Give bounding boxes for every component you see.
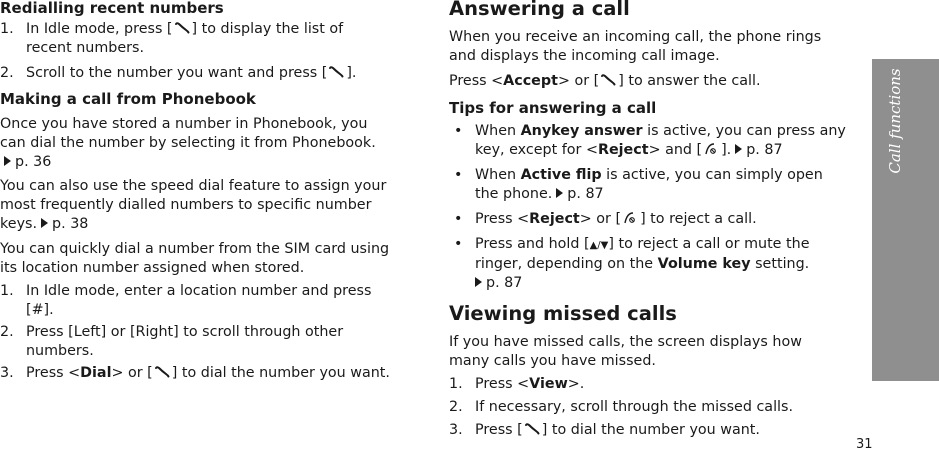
phonebook-paragraph: Once you have stored a number in Phonebook, you can dial the number by selecting it from Phonebook.p. 36 <box>0 116 376 170</box>
end-key-icon <box>621 211 640 225</box>
reference-arrow-icon <box>4 156 11 166</box>
list-item: • When Anykey answer is active, you can press any key, except for <Reject> and [ ]. p. 87 <box>454 123 846 158</box>
speed-dial-paragraph: You can also use the speed dial feature to assign your most frequently dialled numbers to specific number keys. p. 38 <box>0 178 387 232</box>
list-item: 2. If necessary, scroll through the missed calls. <box>449 399 794 415</box>
dial-key-icon <box>327 65 346 79</box>
list-item: 1. In Idle mode, press [ ] to display the list of recent numbers. <box>0 21 344 56</box>
tips-heading: Tips for answering a call <box>449 99 657 117</box>
list-item: • Press and hold [▲/▼] to reject a call or mute the ringer, depending on the Volume key setting. p. 87 <box>454 236 810 291</box>
list-item: 3. Press <Dial> or [ ] to dial the number you want. <box>0 365 390 381</box>
list-item: 2. Scroll to the number you want and press [ ]. <box>0 65 357 81</box>
dial-key-icon <box>173 21 192 35</box>
redial-heading: Redialling recent numbers <box>0 0 224 17</box>
list-item: • Press <Reject> or [ ] to reject a call. <box>454 211 757 227</box>
dial-key-icon <box>523 422 542 436</box>
tips-list <box>449 122 847 293</box>
answer-instruction: Press <Accept> or [ ] to answer the call. <box>449 73 761 89</box>
list-item: • When Active flip is active, you can simply open the phone. p. 87 <box>454 167 823 202</box>
page-number: 31 <box>856 437 873 452</box>
missed-paragraph: If you have missed calls, the screen displays how many calls you have missed. <box>449 334 802 369</box>
list-item: 1. In Idle mode, enter a location number and press [#]. <box>0 283 372 318</box>
phonebook-heading: Making a call from Phonebook <box>0 90 256 108</box>
answer-paragraph: When you receive an incoming call, the phone rings and displays the incoming call image. <box>449 29 822 64</box>
end-key-icon <box>702 142 721 156</box>
reference-arrow-icon <box>556 188 563 198</box>
section-tab-label: Call functions <box>886 68 904 174</box>
list-item: 2. Press [Left] or [Right] to scroll through other numbers. <box>0 324 344 359</box>
volume-key-icon: ▲/▼ <box>589 240 609 251</box>
answer-heading: Answering a call <box>449 0 630 20</box>
sim-paragraph: You can quickly dial a number from the SIM card using its location number assigned when stored. <box>0 241 390 276</box>
dial-key-icon <box>599 73 618 87</box>
missed-heading: Viewing missed calls <box>449 302 677 325</box>
list-item: 3. Press [ ] to dial the number you want. <box>449 422 760 438</box>
reference-arrow-icon <box>41 218 48 228</box>
dial-key-icon <box>153 365 172 379</box>
reference-arrow-icon <box>735 144 742 154</box>
list-item: 1. Press <View>. <box>449 376 585 392</box>
redial-steps <box>0 20 380 83</box>
missed-steps <box>449 375 847 440</box>
reference-arrow-icon <box>475 277 482 287</box>
sim-steps <box>0 282 410 383</box>
